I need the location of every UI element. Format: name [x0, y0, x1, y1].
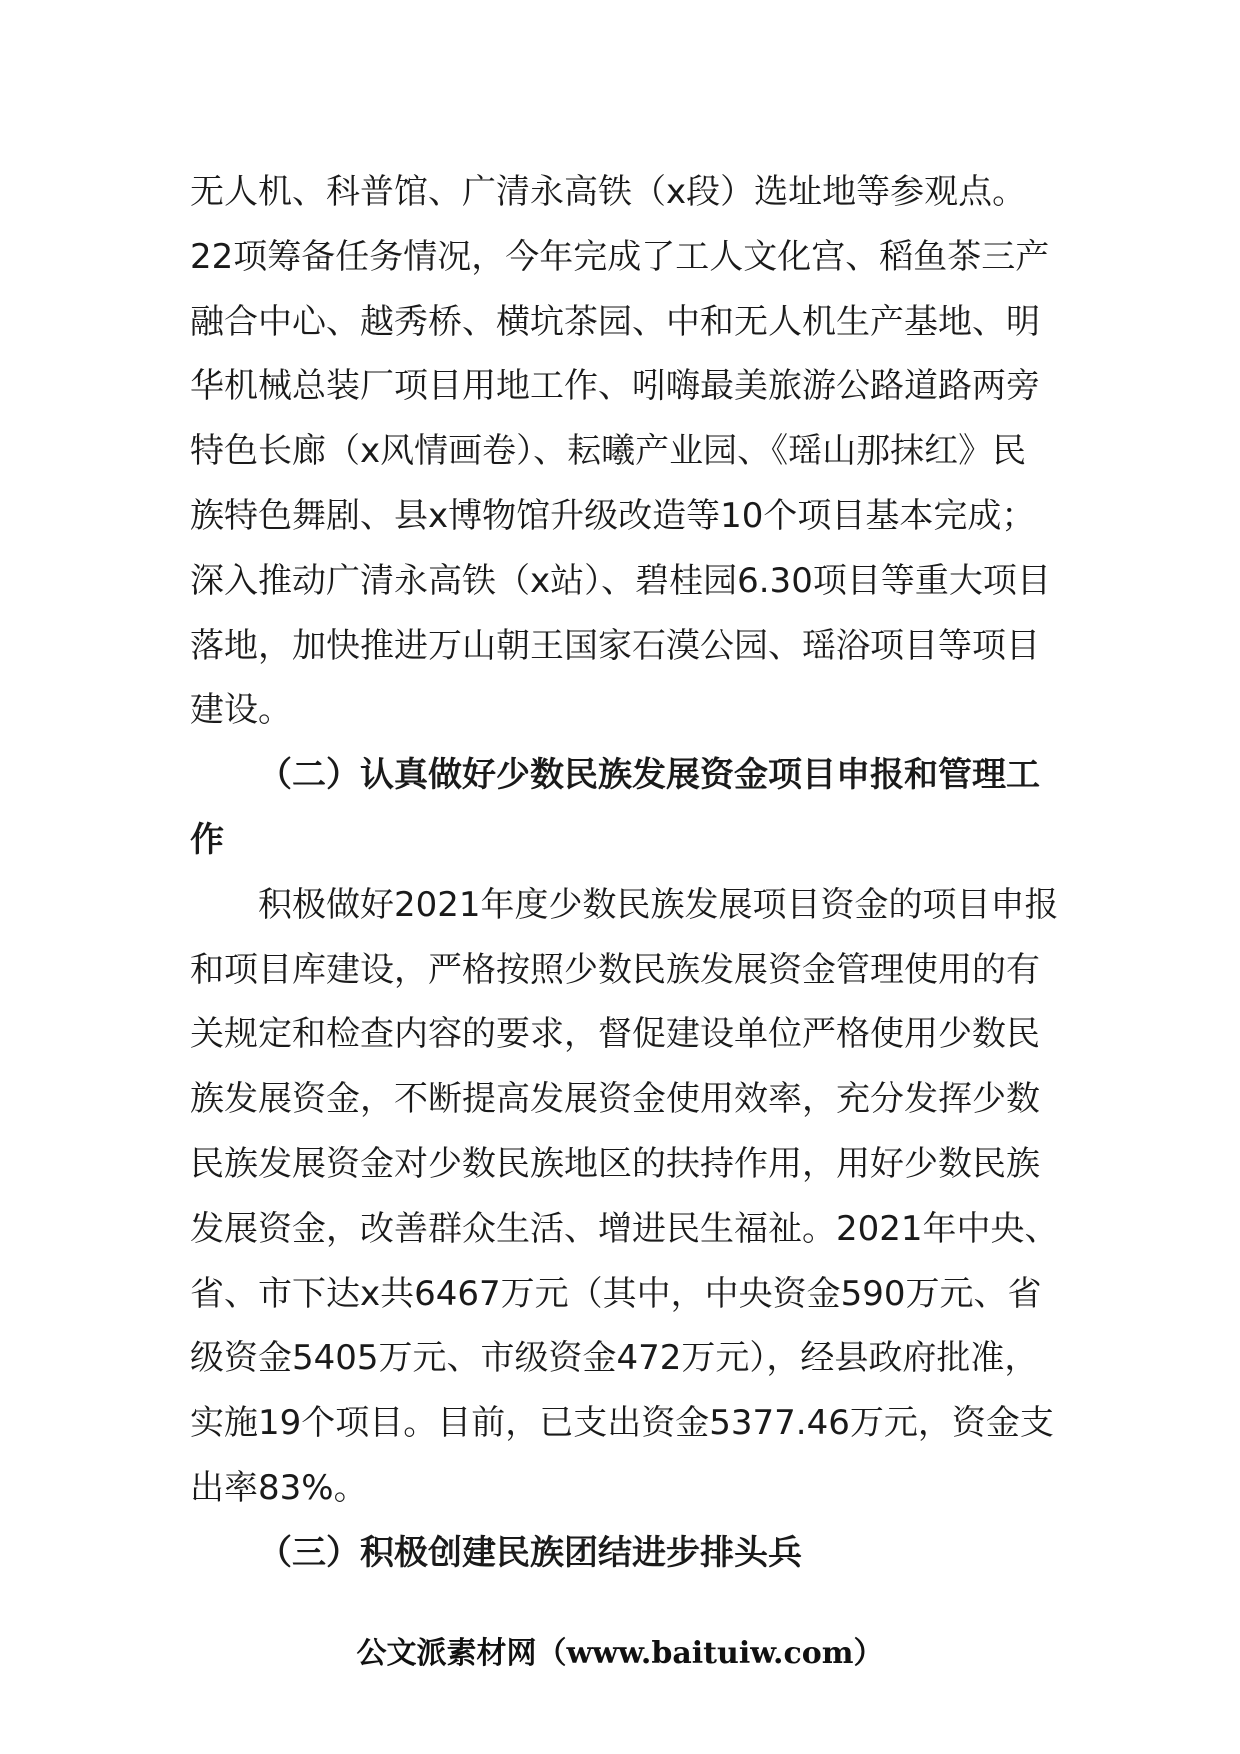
section-heading-3: （三）积极创建民族团结进步排头兵: [258, 1532, 802, 1573]
section-heading-2: （二）认真做好少数民族发展资金项目申报和管理工作: [190, 755, 1040, 860]
body-paragraph-1: 无人机、科普馆、广清永高铁（x段）选址地等参观点。22项筹备任务情况，今年完成了工人文化宫、稻鱼茶三产融合中心、越秀桥、横坑茶园、中和无人机生产基地、明华机械总装厂项目用地工作、吲嗨最美旅游公路道路两旁特色长廊（x风情画卷）、耘曦产业园、《瑶山那抹红》民族特色舞剧、县x博物馆升级改造等10个项目基本完成；深入推动广清永高铁（x站）、碧桂园6.30项目等重大项目落地，加快推进万山朝王国家石漠公园、瑶浴项目等项目建设。: [190, 172, 1051, 731]
body-paragraph-2: 积极做好2021年度少数民族发展项目资金的项目申报和项目库建设，严格按照少数民族发展资金管理使用的有关规定和检查内容的要求，督促建设单位严格使用少数民族发展资金，不断提高发展资金使用效率，充分发挥少数民族发展资金对少数民族地区的扶持作用，用好少数民族发展资金，改善群众生活、增进民生福祉。2021年中央、省、市下达x共6467万元（其中，中央资金590万元、省级资金5405万元、市级资金472万元），经县政府批准，实施19个项目。目前，已支出资金5377.46万元，资金支出率83%。: [190, 884, 1059, 1508]
document-body: [190, 160, 1060, 1586]
footer-watermark: 公文派素材网（www.baituiw.com）: [356, 1636, 884, 1671]
